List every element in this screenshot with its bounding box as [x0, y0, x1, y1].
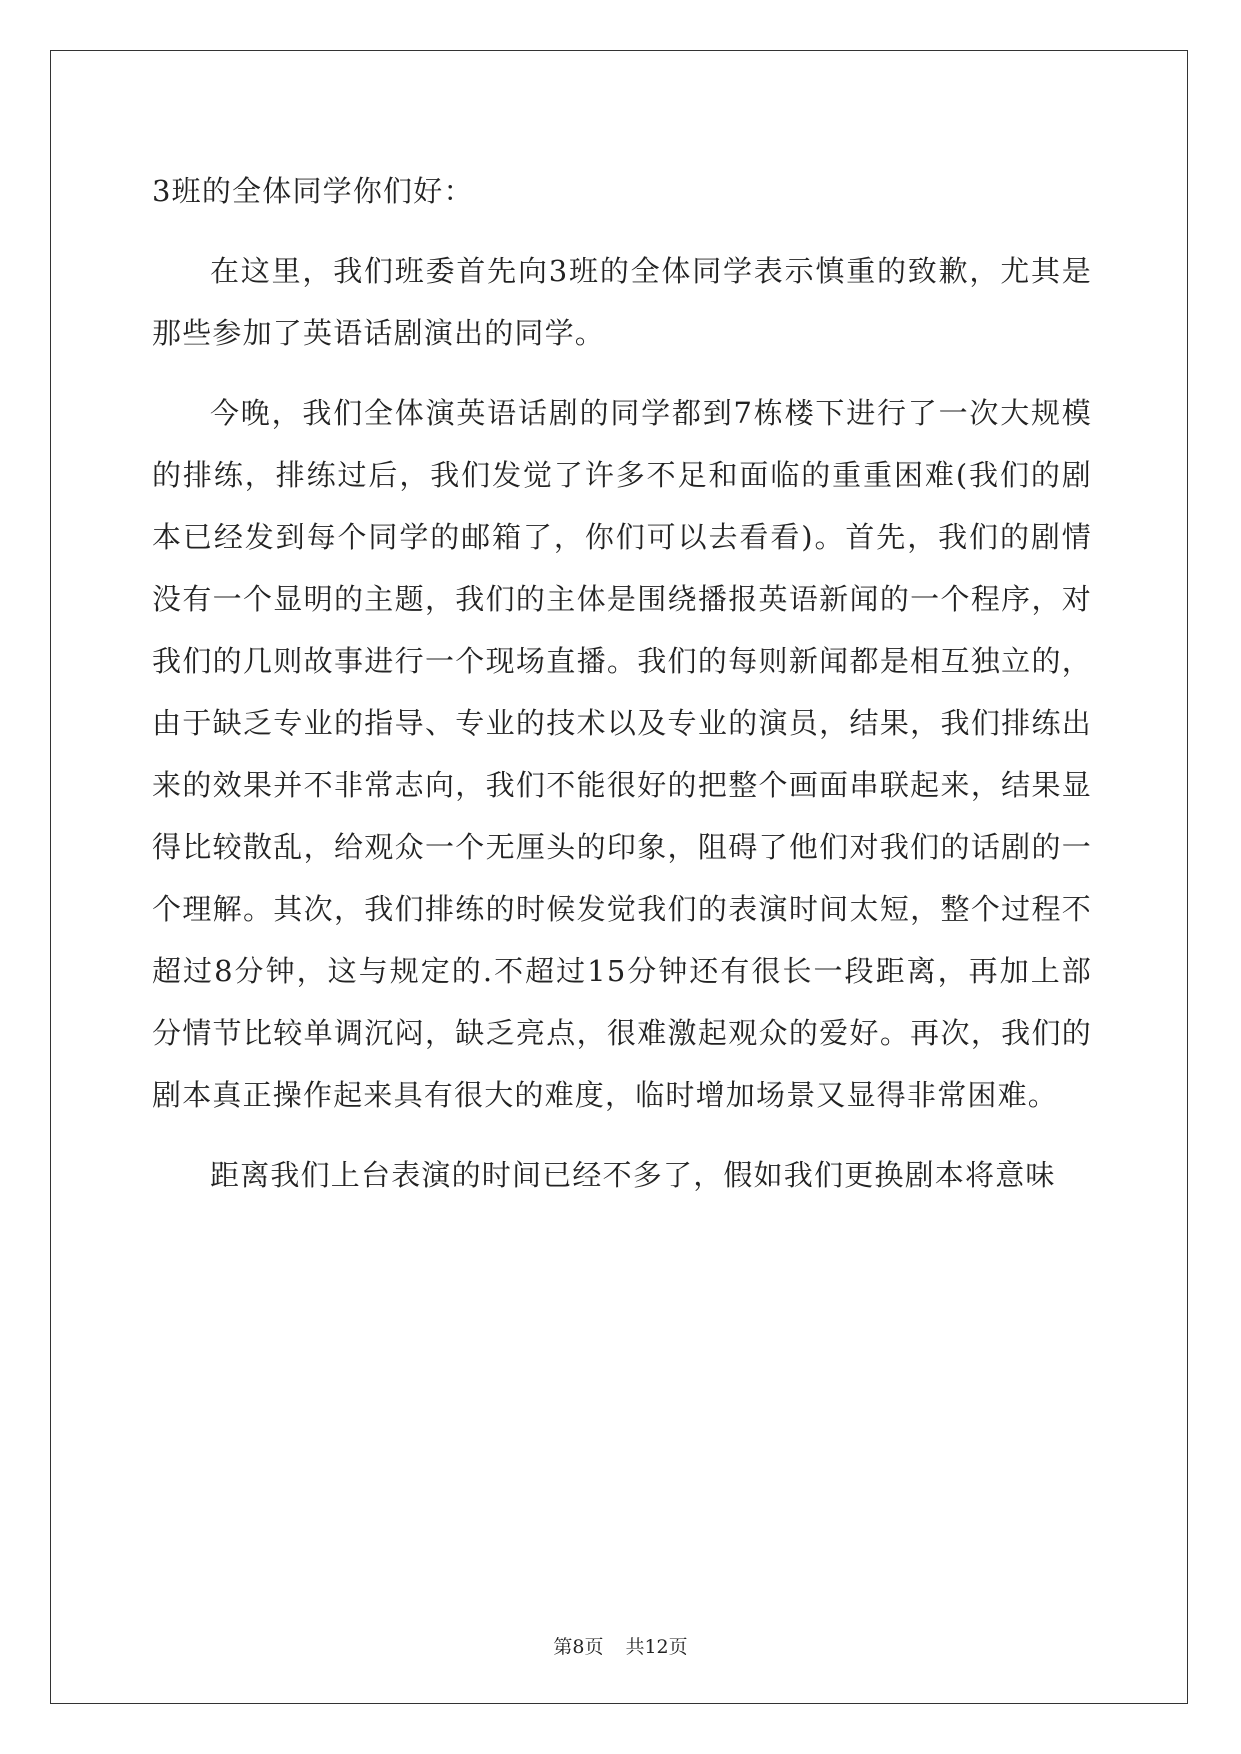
page-number: 第8页	[553, 1636, 604, 1658]
paragraph-remaining-time: 距离我们上台表演的时间已经不多了，假如我们更换剧本将意味	[210, 1158, 1056, 1192]
greeting-line: 3班的全体同学你们好：	[152, 174, 474, 208]
page-footer	[0, 1632, 1241, 1659]
paragraph-apology: 在这里，我们班委首先向3班的全体同学表示慎重的致歉，尤其是那些参加了英语话剧演出的同学。	[152, 254, 1092, 350]
paragraph-rehearsal: 今晚，我们全体演英语话剧的同学都到7栋楼下进行了一次大规模的排练，排练过后，我们发觉了许多不足和面临的重重困难(我们的剧本已经发到每个同学的邮箱了，你们可以去看看)。首先，我们的剧情没有一个显明的主题，我们的主体是围绕播报英语新闻的一个程序，对我们的几则故事进行一个现场直播。我们的每则新闻都是相互独立的，由于缺乏专业的指导、专业的技术以及专业的演员，结果，我们排练出来的效果并不非常志向，我们不能很好的把整个画面串联起来，结果显得比较散乱，给观众一个无厘头的印象，阻碍了他们对我们的话剧的一个理解。其次，我们排练的时候发觉我们的表演时间太短，整个过程不超过8分钟，这与规定的.不超过15分钟还有很长一段距离，再加上部分情节比较单调沉闷，缺乏亮点，很难激起观众的爱好。再次，我们的剧本真正操作起来具有很大的难度，临时增加场景又显得非常困难。	[152, 396, 1092, 1112]
page-total: 共12页	[625, 1636, 688, 1658]
document-body	[152, 160, 1092, 1224]
